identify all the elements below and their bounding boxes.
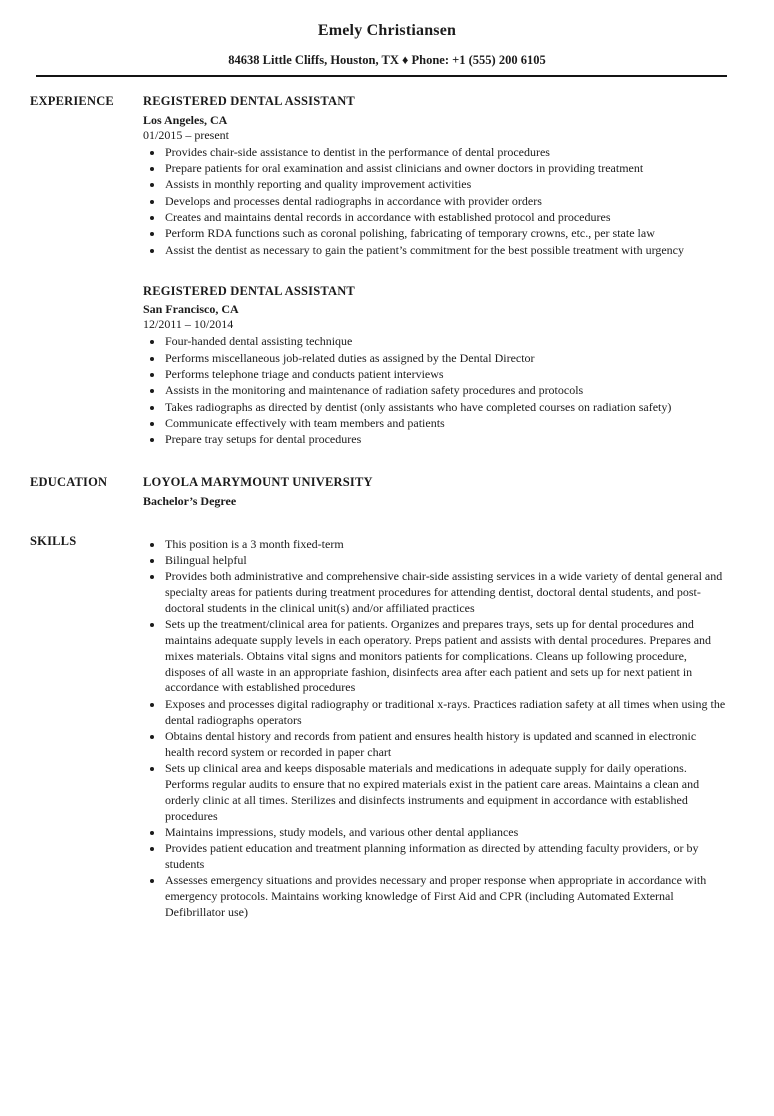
bullet-item: • Assists in monthly reporting and quality improvement activities [164, 177, 727, 193]
bullet-item: • Sets up clinical area and keeps disposable materials and medications in adequate supply for daily operations. Performs regular audits to ensure that no expired materials exist in the patient care areas. Maintains a clean and orderly clinic at all times. Sterilizes and disinfects instruments and equipment in accordance with established procedures [164, 761, 727, 824]
school-name: LOYOLA MARYMOUNT UNIVERSITY [143, 474, 373, 489]
bullet-item: • Assist the dentist as necessary to gain the patient’s commitment for the best possible treatment with urgency [164, 243, 727, 259]
bullet-item: • This position is a 3 month fixed-term [164, 537, 727, 553]
bullet-item: • Four-handed dental assisting technique [164, 334, 727, 350]
bullet-item: • Develops and processes dental radiographs in accordance with provider orders [164, 194, 727, 210]
job-dates: 12/2011 – 10/2014 [143, 317, 234, 332]
skills-section-label: SKILLS [30, 533, 77, 548]
job-dates: 01/2015 – present [143, 127, 229, 142]
job-entry-2 [143, 285, 727, 449]
section-education [0, 476, 774, 509]
bullet-item: • Obtains dental history and records from patient and ensures health history is updated and scanned in electronic health record system or recorded in paper chart [164, 729, 727, 761]
bullet-item: • Creates and maintains dental records in accordance with established protocol and procedures [164, 210, 727, 226]
bullet-item: • Assesses emergency situations and provides necessary and proper response when appropriate in accordance with emergency protocols. Maintains working knowledge of First Aid and CPR (including Automated External Defibrillator use) [164, 873, 727, 920]
bullet-item: • Exposes and processes digital radiography or traditional x-rays. Practices radiation safety at all times when using the dental radiographs operators [164, 697, 727, 729]
job-location: Los Angeles, CA [143, 112, 228, 127]
job-title: REGISTERED DENTAL ASSISTANT [143, 94, 355, 108]
bullet-item: • Perform RDA functions such as coronal polishing, fabricating of temporary crowns, etc., per state law [164, 226, 727, 242]
skills-section-content [143, 535, 774, 922]
education-section-label: EDUCATION [30, 474, 108, 489]
experience-section-content [143, 95, 774, 449]
job-location: San Francisco, CA [143, 302, 239, 317]
section-experience [0, 95, 774, 449]
bullet-item: • Provides chair-side assistance to dentist in the performance of dental procedures [164, 145, 727, 161]
resume-header [0, 0, 774, 77]
contact-line: 84638 Little Cliffs, Houston, TX ♦ Phone: +1 (555) 200 6105 [228, 53, 546, 67]
job-title: REGISTERED DENTAL ASSISTANT [143, 283, 355, 298]
bullet-item: • Prepare tray setups for dental procedures [164, 432, 727, 448]
bullet-item: • Assists in the monitoring and maintenance of radiation safety procedures and protocols [164, 383, 727, 399]
bullet-item: • Maintains impressions, study models, and various other dental appliances [164, 825, 727, 841]
bullet-item: • Communicate effectively with team members and patients [164, 416, 727, 432]
bullet-item: • Prepare patients for oral examination and assist clinicians and owner doctors in providing treatment [164, 161, 727, 177]
job-bullet-list [143, 334, 727, 448]
section-skills [0, 535, 774, 922]
bullet-item: • Provides both administrative and comprehensive chair-side assisting services in a wide variety of dental general and specialty areas for patients during treatment procedures for attending dentist, doctoral dental students, and post-doctoral students in the clinical unit(s) and/or affiliated practices [164, 569, 727, 616]
header-divider [36, 75, 727, 77]
job-bullet-list [143, 145, 727, 259]
bullet-item: • Performs telephone triage and conducts patient interviews [164, 367, 727, 383]
degree-name: Bachelor’s Degree [143, 494, 237, 509]
bullet-item: • Provides patient education and treatment planning information as directed by attending faculty providers, or by students [164, 841, 727, 873]
education-section-content [143, 476, 774, 509]
bullet-item: • Performs miscellaneous job-related duties as assigned by the Dental Director [164, 351, 727, 367]
experience-section-label: EXPERIENCE [30, 94, 114, 108]
person-name: Emely Christiansen [317, 22, 457, 39]
skills-bullet-list [143, 537, 727, 921]
job-entry-1 [143, 95, 727, 259]
bullet-item: • Bilingual helpful [164, 553, 727, 569]
bullet-item: • Takes radiographs as directed by dentist (only assistants who have completed courses on radiation safety) [164, 400, 727, 416]
bullet-item: • Sets up the treatment/clinical area for patients. Organizes and prepares trays, sets up for dental procedures and maintains adequate supply levels in each operatory. Preps patient and assists with dental procedures. Prepares and mixes materials. Obtains vital signs and monitors patients for complications. Cleans up following procedure, disposes of all waste in an appropriate fashion, disinfects area after each patient and sets up for next patient in accordance with established procedures [164, 617, 727, 696]
